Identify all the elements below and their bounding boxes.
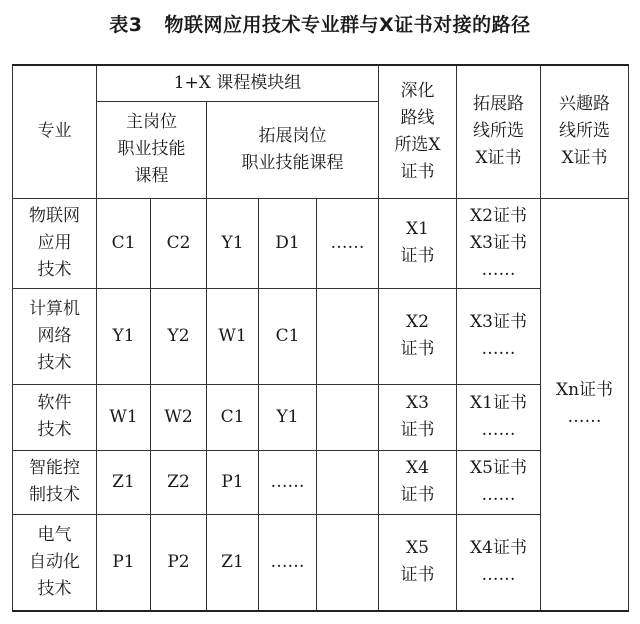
table-number: 表3: [109, 14, 143, 36]
major-cell: 计算机 网络 技术: [13, 288, 97, 384]
main-course-cell: Y2: [151, 288, 207, 384]
table-caption: [0, 10, 640, 37]
table-title: 物联网应用技术专业群与X证书对接的路径: [164, 14, 531, 36]
table-row: [13, 384, 629, 450]
main-course-cell: C2: [151, 198, 207, 288]
deep-cert-cell: X2 证书: [379, 288, 457, 384]
ext-cert-cell: X1证书 ……: [457, 384, 541, 450]
ext-course-cell: ……: [259, 450, 317, 514]
ext-course-cell: ……: [317, 198, 379, 288]
main-course-cell: P1: [97, 514, 151, 611]
ext-course-cell: [317, 288, 379, 384]
ext-course-cell: [317, 450, 379, 514]
table-row: [13, 288, 629, 384]
ext-course-cell: ……: [259, 514, 317, 611]
deep-cert-cell: X4 证书: [379, 450, 457, 514]
ext-course-cell: W1: [207, 288, 259, 384]
header-ext-path: 拓展路 线所选 X证书: [457, 65, 541, 198]
major-cell: 物联网 应用 技术: [13, 198, 97, 288]
header-ext-skill: 拓展岗位 职业技能课程: [207, 101, 379, 198]
major-cell: 软件 技术: [13, 384, 97, 450]
ext-cert-cell: X5证书 ……: [457, 450, 541, 514]
main-course-cell: C1: [97, 198, 151, 288]
ext-course-cell: Z1: [207, 514, 259, 611]
deep-cert-cell: X5 证书: [379, 514, 457, 611]
ext-course-cell: [317, 514, 379, 611]
main-course-cell: Y1: [97, 288, 151, 384]
ext-course-cell: C1: [207, 384, 259, 450]
main-course-cell: P2: [151, 514, 207, 611]
header-main-skill: 主岗位 职业技能 课程: [97, 101, 207, 198]
ext-course-cell: D1: [259, 198, 317, 288]
deep-cert-cell: X1 证书: [379, 198, 457, 288]
header-module-group: 1+X 课程模块组: [97, 65, 379, 101]
table-row: [13, 198, 629, 288]
ext-course-cell: Y1: [259, 384, 317, 450]
ext-course-cell: C1: [259, 288, 317, 384]
main-course-cell: Z2: [151, 450, 207, 514]
main-course-cell: Z1: [97, 450, 151, 514]
ext-course-cell: Y1: [207, 198, 259, 288]
table-row: [13, 450, 629, 514]
header-interest-path: 兴趣路 线所选 X证书: [541, 65, 629, 198]
main-course-cell: W2: [151, 384, 207, 450]
header-deep-path: 深化 路线 所选X 证书: [379, 65, 457, 198]
ext-cert-cell: X3证书 ……: [457, 288, 541, 384]
ext-course-cell: P1: [207, 450, 259, 514]
major-cell: 智能控 制技术: [13, 450, 97, 514]
certificate-path-table: [12, 64, 629, 612]
deep-cert-cell: X3 证书: [379, 384, 457, 450]
major-cell: 电气 自动化 技术: [13, 514, 97, 611]
table-row: [13, 514, 629, 611]
ext-cert-cell: X4证书 ……: [457, 514, 541, 611]
main-course-cell: W1: [97, 384, 151, 450]
interest-cert-cell: Xn证书 ……: [541, 198, 629, 611]
header-major: 专业: [13, 65, 97, 198]
ext-course-cell: [317, 384, 379, 450]
ext-cert-cell: X2证书 X3证书 ……: [457, 198, 541, 288]
